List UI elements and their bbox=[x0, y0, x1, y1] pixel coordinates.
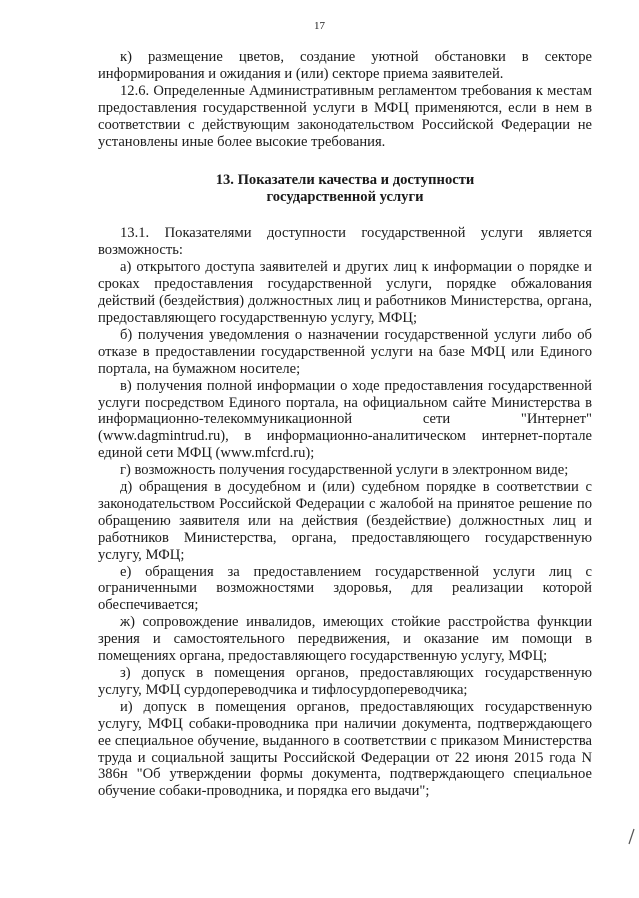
section-heading-line-2: государственной услуги bbox=[266, 189, 424, 206]
paragraph-v: в) получения полной информации о ходе предоставления государственной услуги посредством Единого портала, на официальном сайте Министерства в информационно-телекоммуникационной сети "Интернет" (www.dagmintrud.ru), в информационно-аналитическом интернет-портале единой сети МФЦ (www.mfcrd.ru); bbox=[98, 377, 592, 462]
page-number: 17 bbox=[314, 20, 325, 32]
section-heading bbox=[98, 172, 592, 206]
paragraph-d: д) обращения в досудебном и (или) судебном порядке в соответствии с законодательством Российской Федерации с жалобой на принятое решение по обращению заявителя или на действия (бездействие) должностных лиц и работников Министерства, органа, предоставляющего государственную услугу, МФЦ; bbox=[98, 479, 592, 563]
paragraph-zh: ж) сопровождение инвалидов, имеющих стойкие расстройства функции зрения и самостоятельного передвижения, и оказание им помощи в помещениях органа, предоставляющего государственную услугу, МФЦ; bbox=[98, 614, 592, 665]
paragraph-12-6: 12.6. Определенные Административным регламентом требования к местам предоставления государственной услуги в МФЦ применяются, если в нем в соответствии с действующим законодательством Российской Федерации не установлены иные более высокие требования. bbox=[98, 82, 592, 150]
paragraph-13-1: 13.1. Показателями доступности государственной услуги является возможность: bbox=[98, 225, 592, 259]
paragraph-i: и) допуск в помещения органов, предоставляющих государственную услугу, МФЦ собаки-проводника при наличии документа, подтверждающего ее специальное обучение, выданного в соответствии с приказом Министерства труда и социальной защиты Российской Федерации от 22 июня 2015 года N 386н "Об утверждении формы документа, подтверждающего специальное обучение собаки-проводника, и порядка его выдачи"; bbox=[98, 698, 592, 800]
scan-mark bbox=[626, 828, 636, 846]
paragraph-k: к) размещение цветов, создание уютной обстановки в секторе информирования и ожидания и (или) секторе приема заявителей. bbox=[98, 49, 592, 82]
paragraph-z: з) допуск в помещения органов, предоставляющих государственную услугу, МФЦ сурдопереводчика и тифлосурдопереводчика; bbox=[98, 665, 592, 698]
paragraph-a: а) открытого доступа заявителей и других лиц к информации о порядке и сроках предоставления государственной услуги, порядке обжалования действий (бездействия) должностных лиц и работников Министерства, органа, предоставляющего государственную услугу, МФЦ; bbox=[98, 259, 592, 326]
section-heading-line-1: 13. Показатели качества и доступности bbox=[215, 172, 475, 189]
paragraph-b: б) получения уведомления о назначении государственной услуги либо об отказе в предоставлении государственной услуги на базе МФЦ или Единого портала, на бумажном носителе; bbox=[98, 326, 592, 377]
document-body bbox=[98, 49, 592, 800]
paragraph-g: г) возможность получения государственной услуги в электронном виде; bbox=[120, 462, 569, 479]
paragraph-e: е) обращения за предоставлением государственной услуги лиц с ограниченными возможностями здоровья, для реализации которой обеспечивается; bbox=[98, 563, 592, 614]
